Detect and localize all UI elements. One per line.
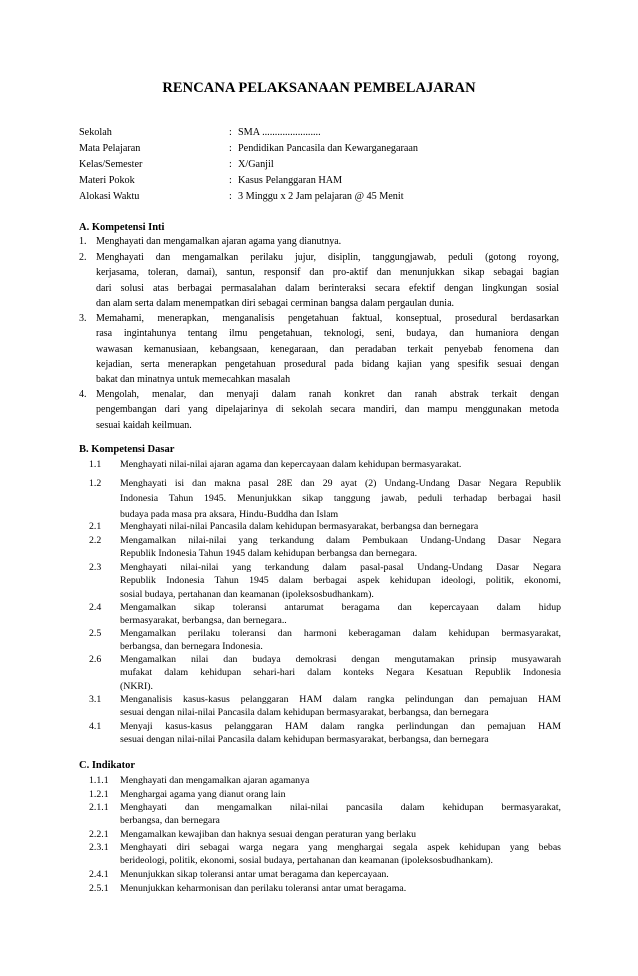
item-text <box>120 458 561 471</box>
meta-colon: : <box>229 191 232 202</box>
section-a-heading: A. Kompetensi Inti <box>79 222 165 233</box>
item-text <box>120 801 561 828</box>
meta-colon: : <box>229 159 232 170</box>
text-line: Mengolah, menalar, dan menyaji dalam ranah konkret dan ranah abstrak terkait dengan <box>96 389 559 400</box>
item-number: 2.3 <box>89 562 102 573</box>
item-text <box>120 520 561 533</box>
item-number: 2.2 <box>89 535 102 546</box>
text-line: berbangsa, dan bernegara Indonesia. <box>120 641 263 653</box>
item-number: 2.4.1 <box>89 869 109 880</box>
text-line: berbangsa, dan bernegara <box>120 815 220 827</box>
text-line: Menganalisis kasus-kasus pelanggaran HAM dalam rangka pelindungan dan pemajuan HAM <box>120 694 561 705</box>
meta-label: Alokasi Waktu <box>79 191 140 202</box>
item-number: 2.4 <box>89 602 102 613</box>
meta-label: Sekolah <box>79 127 112 138</box>
text-line: sesuai kaidah keilmuan. <box>96 419 192 431</box>
meta-colon: : <box>229 127 232 138</box>
item-number: 4. <box>79 389 87 400</box>
meta-row <box>79 174 559 188</box>
text-line: Mengamalkan nilai dan budaya demokrasi dengan mengutamakan prinsip musyawarah <box>120 654 561 665</box>
item-text <box>96 387 559 433</box>
text-line: Memahami, menerapkan, menganalisis pengetahuan faktual, konseptual, prosedural berdasarkan <box>96 313 559 324</box>
text-line: kejadian, serta menerapkan pengetahuan prosedural pada bidang kajian yang spesifik sesuai dengan <box>96 358 559 370</box>
text-line: Menghayati nilai-nilai ajaran agama dan kepercayaan dalam kehidupan bermasyarakat. <box>120 459 462 470</box>
meta-row <box>79 158 559 172</box>
text-line: budaya pada masa pra aksara, Hindu-Buddha dan Islam <box>120 508 339 520</box>
item-number: 2.3.1 <box>89 842 109 853</box>
text-line: Mengamalkan perilaku toleransi dan harmoni keberagaman dalam kehidupan bermasyarakat, <box>120 628 561 639</box>
text-line: Menghayati dan mengamalkan ajaran agama yang dianutnya. <box>96 236 342 247</box>
meta-value: Pendidikan Pancasila dan Kewarganegaraan <box>238 143 419 154</box>
item-number: 1.1.1 <box>89 775 109 786</box>
item-text <box>120 774 561 787</box>
item-number: 2.1.1 <box>89 802 109 813</box>
meta-value: X/Ganjil <box>238 159 274 170</box>
item-number: 2.5.1 <box>89 883 109 894</box>
meta-row <box>79 190 559 204</box>
item-text <box>120 841 561 868</box>
item-number: 1.1 <box>89 459 102 470</box>
text-line: kerjasama, toleran, damai), santun, responsif dan pro-aktif dan menunjukkan sikap sebagai bagian <box>96 267 559 279</box>
item-text <box>120 828 561 841</box>
text-line: (NKRI). <box>120 680 153 692</box>
text-line: dan alam serta dalam menempatkan diri sebagai cerminan bangsa dalam pergaulan dunia. <box>96 297 455 309</box>
text-line: Menghayati dan mengamalkan ajaran agamanya <box>120 775 310 786</box>
item-number: 2. <box>79 252 87 263</box>
text-line: Menunjukkan keharmonisan dan perilaku toleransi antar umat beragama. <box>120 883 407 894</box>
text-line: Menunjukkan sikap toleransi antar umat beragama dan kepercayaan. <box>120 869 389 880</box>
text-line: mufakat dalam kehidupan sehari-hari dalam konteks Negara Kesatuan Republik Indonesia <box>120 667 561 679</box>
item-text <box>120 601 561 628</box>
text-line: wawasan kemanusiaan, kebangsaan, kenegaraan, dan peradaban terkait penyebab fenomena dan <box>96 343 559 355</box>
item-number: 3.1 <box>89 694 102 705</box>
text-line: Mengamalkan nilai-nilai yang terkandung dalam Pembukaan Undang-Undang Dasar Negara <box>120 535 561 546</box>
meta-colon: : <box>229 143 232 154</box>
text-line: berideologi, politik, ekonomi, sosial budaya, pertahanan dan keamanan (ipoleksosbudhankam). <box>120 855 493 867</box>
document-title: RENCANA PELAKSANAAN PEMBELAJARAN <box>162 80 476 96</box>
text-line: sosial budaya, pertahanan dan keamanan (ipoleksosbudhankam). <box>120 588 374 600</box>
section-c-heading: C. Indikator <box>79 760 136 771</box>
text-line: Mengamalkan sikap toleransi antarumat beragama dan kepercayaan dalam hidup <box>120 602 561 613</box>
meta-label: Materi Pokok <box>79 175 135 186</box>
meta-row <box>79 126 559 140</box>
item-number: 1. <box>79 236 87 247</box>
text-line: Republik Indonesia Tahun 1945 dalam berbagai aspek kehidupan ideologi, politik, ekonomi, <box>120 575 561 587</box>
item-text <box>96 234 559 249</box>
text-line: Menghayati diri sebagai warga negara yang menghargai segala aspek kehidupan yang bebas <box>120 842 561 853</box>
meta-value: 3 Minggu x 2 Jam pelajaran @ 45 Menit <box>238 191 404 202</box>
text-line: dari solusi atas berbagai permasalahan dalam berinteraksi secara efektif dengan lingkungan sosial <box>96 282 559 294</box>
text-line: Menghayati dan mengamalkan nilai-nilai pancasila dalam kehidupan bermasyarakat, <box>120 802 561 813</box>
item-text <box>120 534 561 561</box>
meta-row <box>79 142 559 156</box>
item-text <box>120 627 561 654</box>
text-line: sesuai dengan nilai-nilai Pancasila dalam kehidupan bermasyarakat, berbangsa, dan bernegara <box>120 707 489 719</box>
text-line: sesuai dengan nilai-nilai Pancasila dalam kehidupan bermasyarakat, berbangsa, dan bernegara <box>120 734 489 746</box>
text-line: Menghayati isi dan makna pasal 28E dan 29 ayat (2) Undang-Undang Dasar Negara Republik <box>120 478 561 489</box>
item-text <box>120 653 561 693</box>
item-text <box>120 868 561 881</box>
text-line: Menyaji kasus-kasus pelanggaran HAM dalam rangka perlindungan dan pemajuan HAM <box>120 721 561 732</box>
item-text <box>120 561 561 601</box>
text-line: bermasyarakat, berbangsa, dan bernegara.. <box>120 615 287 627</box>
item-number: 2.6 <box>89 654 102 665</box>
text-line: pengembangan dari yang dipelajarinya di sekolah secara mandiri, dan mampu menggunakan metoda <box>96 404 559 416</box>
item-text <box>120 693 561 720</box>
item-number: 1.2 <box>89 478 102 489</box>
meta-colon: : <box>229 175 232 186</box>
item-text <box>96 311 559 387</box>
text-line: Mengamalkan kewajiban dan haknya sesuai dengan peraturan yang berlaku <box>120 829 416 840</box>
item-number: 2.5 <box>89 628 102 639</box>
meta-label: Kelas/Semester <box>79 159 143 170</box>
item-number: 4.1 <box>89 721 102 732</box>
meta-value: Kasus Pelanggaran HAM <box>238 175 343 186</box>
item-number: 3. <box>79 313 87 324</box>
text-line: Menghayati nilai-nilai Pancasila dalam kehidupan bermasyarakat, berbangsa dan bernegara <box>120 521 479 532</box>
item-text <box>96 250 559 311</box>
section-b-heading: B. Kompetensi Dasar <box>79 444 175 455</box>
text-line: Menghayati nilai-nilai yang terkandung dalam pasal-pasal Undang-Undang Dasar Negara <box>120 562 561 573</box>
text-line: rasa ingintahunya tentang ilmu pengetahuan, teknologi, seni, budaya, dan humaniora dengan <box>96 328 559 340</box>
item-number: 1.2.1 <box>89 789 109 800</box>
meta-label: Mata Pelajaran <box>79 143 141 154</box>
text-line: bakat dan minatnya untuk memecahkan masalah <box>96 374 291 386</box>
text-line: Menghargai agama yang dianut orang lain <box>120 789 286 800</box>
item-text <box>120 882 561 895</box>
item-text <box>120 476 561 522</box>
text-line: Indonesia Tahun 1945. Menunjukkan sikap tanggung jawab, peduli terhadap berbagai hasil <box>120 493 561 505</box>
text-line: Menghayati dan mengamalkan perilaku jujur, disiplin, tanggungjawab, peduli (gotong royong, <box>96 252 559 263</box>
item-text <box>120 720 561 747</box>
item-text <box>120 788 561 801</box>
item-number: 2.1 <box>89 521 102 532</box>
item-number: 2.2.1 <box>89 829 109 840</box>
text-line: Republik Indonesia Tahun 1945 dalam kehidupan berbangsa dan bernegara. <box>120 548 418 560</box>
meta-value: SMA ....................... <box>238 127 321 138</box>
